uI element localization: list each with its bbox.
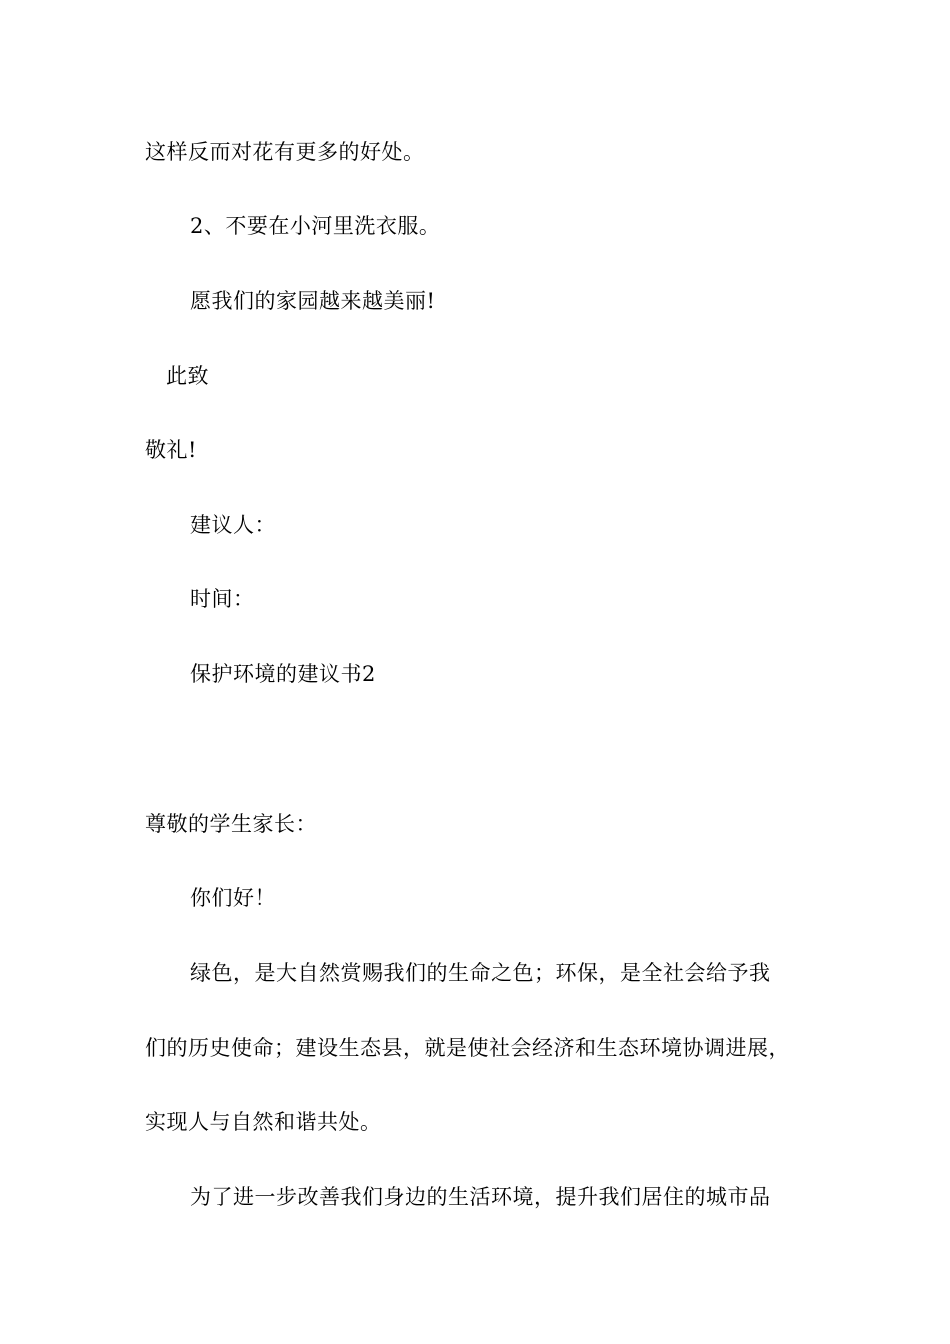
salutation-cizhi: 此致 [166, 364, 209, 388]
body-line-4: 为了进一步改善我们身边的生活环境，提升我们居住的城市品 [190, 1185, 771, 1209]
section-title: 保护环境的建议书2 [190, 662, 376, 686]
signature-proposer: 建议人： [190, 513, 276, 537]
body-line-2: 们的历史使命；建设生态县，就是使社会经济和生态环境协调进展， [145, 1036, 790, 1060]
body-line-1: 绿色，是大自然赏赐我们的生命之色；环保，是全社会给予我 [190, 961, 771, 985]
closing-wish: 愿我们的家园越来越美丽! [190, 289, 436, 313]
letter-hello: 你们好！ [190, 886, 276, 910]
paragraph-continuation: 这样反而对花有更多的好处。 [145, 140, 425, 164]
signature-date: 时间： [190, 587, 255, 611]
salutation-jingli: 敬礼! [145, 438, 197, 462]
letter-greeting: 尊敬的学生家长： [145, 812, 317, 836]
suggestion-item-2: 2、不要在小河里洗衣服。 [190, 214, 441, 238]
body-line-3: 实现人与自然和谐共处。 [145, 1110, 382, 1134]
